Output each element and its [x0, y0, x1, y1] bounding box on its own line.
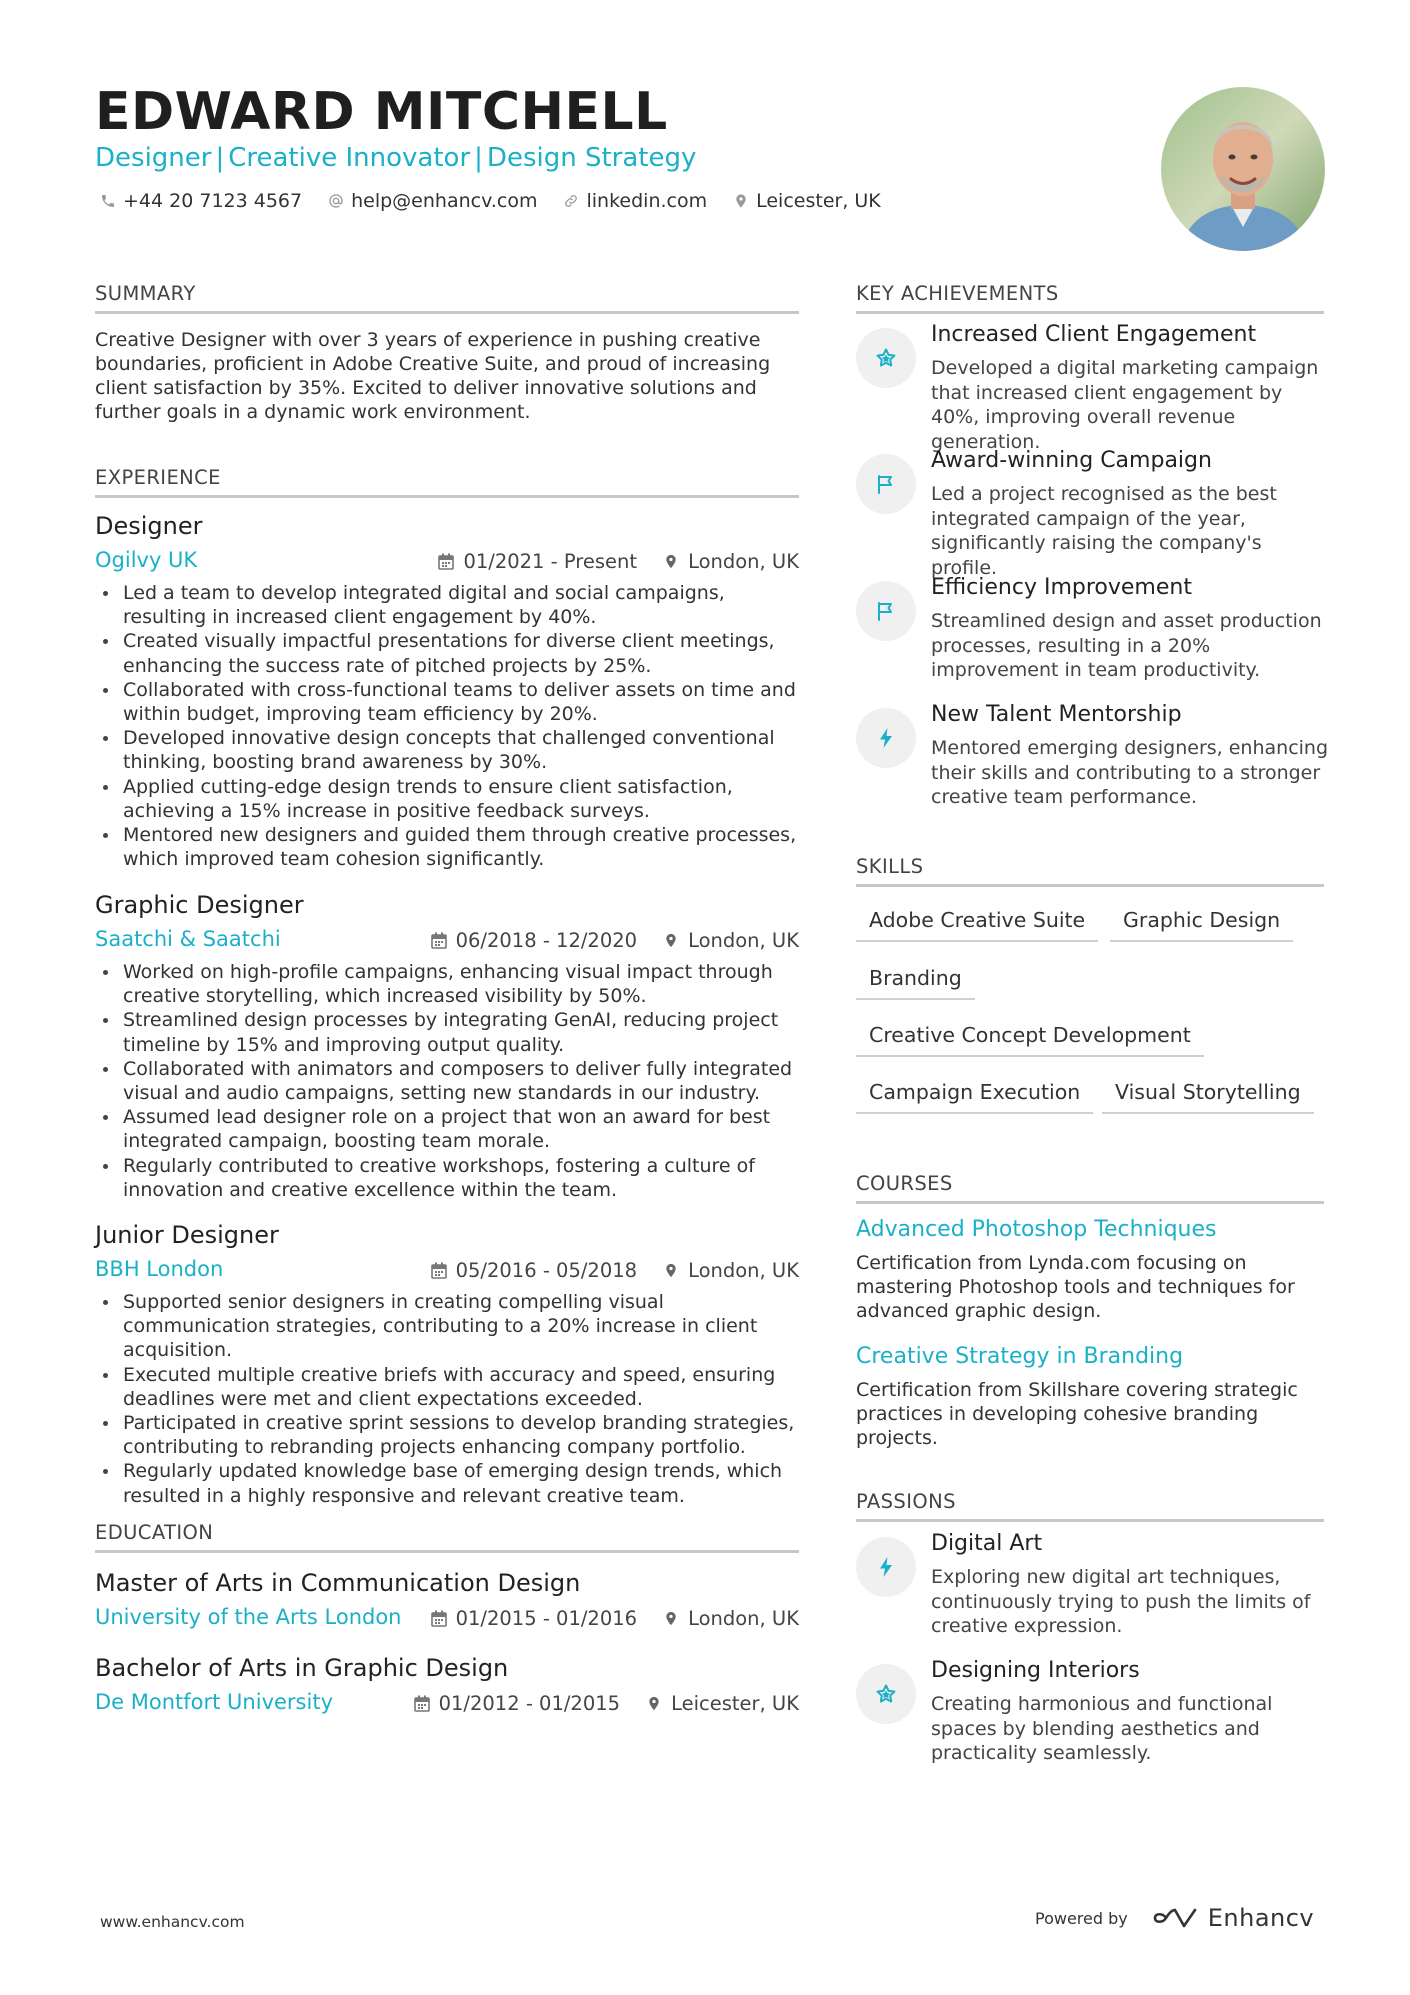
location-pin-icon: [733, 193, 749, 209]
list-item: Led a team to develop integrated digital and social campaigns, resulting in increased client engagement by 40%.: [95, 581, 805, 629]
bolt-icon: [874, 726, 898, 750]
location-text: London, UK: [688, 929, 799, 952]
linkedin-text: linkedin.com: [586, 190, 708, 212]
achievement-desc: Mentored emerging designers, enhancing their skills and contributing to a stronger creative team performance.: [931, 737, 1329, 808]
school-name: De Montfort University: [95, 1690, 333, 1714]
list-item: Worked on high-profile campaigns, enhancing visual impact through creative storytelling, which increased visibility by 50%.: [95, 960, 805, 1008]
passion-desc: Creating harmonious and functional spaces by blending aesthetics and practicality seamlessly.: [931, 1693, 1273, 1764]
contact-phone[interactable]: [100, 190, 302, 212]
job-dates: [438, 550, 637, 573]
course-title: Creative Strategy in Branding: [856, 1344, 1184, 1369]
title-part: Design Strategy: [486, 143, 697, 173]
education-location: [646, 1692, 799, 1715]
job-dates: [431, 1259, 637, 1282]
calendar-icon: [431, 1262, 447, 1279]
flag-icon: [874, 599, 898, 623]
company-name: BBH London: [95, 1257, 224, 1281]
profile-photo: [1161, 87, 1325, 251]
phone-text: +44 20 7123 4567: [123, 190, 303, 212]
summary-heading: SUMMARY: [95, 282, 799, 314]
flag-icon: [874, 472, 898, 496]
job-location: [663, 1259, 799, 1282]
company-name: Ogilvy UK: [95, 548, 198, 572]
achievement-desc: Developed a digital marketing campaign that increased client engagement by 40%, improving overall revenue generation.: [931, 357, 1319, 453]
at-icon: [328, 193, 344, 209]
location-pin-icon: [663, 932, 679, 949]
skill-tag: Creative Concept Development: [856, 1023, 1204, 1057]
achievement-title: Increased Client Engagement: [931, 322, 1257, 347]
education-heading: EDUCATION: [95, 1521, 799, 1553]
location-pin-icon: [663, 1262, 679, 1279]
achievement-desc: Led a project recognised as the best integrated campaign of the year, significantly raising the company's profile.: [931, 483, 1277, 579]
skill-tag: Branding: [856, 966, 975, 1000]
skill-tag: Visual Storytelling: [1102, 1080, 1314, 1114]
enhancv-logo[interactable]: [1152, 1904, 1314, 1932]
education-dates: [431, 1607, 637, 1630]
location-pin-icon: [646, 1695, 662, 1712]
job-bullets: [95, 960, 805, 1202]
education-dates: [414, 1692, 620, 1715]
location-text: Leicester, UK: [756, 190, 881, 212]
dates-text: 01/2012 - 01/2015: [438, 1692, 621, 1715]
list-item: Regularly contributed to creative workshops, fostering a culture of innovation and creative excellence within the team.: [95, 1154, 805, 1202]
course-desc: Certification from Skillshare covering strategic practices in developing cohesive branding projects.: [856, 1379, 1298, 1449]
job-location: [663, 550, 799, 573]
skill-tag: Campaign Execution: [856, 1080, 1093, 1114]
job-title: Graphic Designer: [95, 891, 304, 919]
location-text: Leicester, UK: [671, 1692, 799, 1715]
list-item: Applied cutting-edge design trends to ensure client satisfaction, achieving a 15% increase in positive feedback surveys.: [95, 775, 805, 823]
course-title: Advanced Photoshop Techniques: [856, 1217, 1217, 1242]
email-text: help@enhancv.com: [351, 190, 538, 212]
title-part: Creative Innovator: [228, 143, 471, 173]
achievements-heading: KEY ACHIEVEMENTS: [856, 282, 1324, 314]
job-dates: [431, 929, 637, 952]
link-icon: [563, 193, 579, 209]
title-separator: |: [474, 143, 483, 173]
education-meta: [431, 1607, 799, 1630]
phone-icon: [100, 193, 116, 209]
title-separator: |: [215, 143, 225, 173]
skills-heading: SKILLS: [856, 855, 1324, 887]
footer-branding: [1035, 1904, 1314, 1932]
job-title: Junior Designer: [95, 1221, 279, 1249]
contact-email[interactable]: [328, 190, 537, 212]
dates-text: 01/2021 - Present: [463, 550, 638, 573]
passion-title: Designing Interiors: [931, 1658, 1140, 1683]
brand-name: Enhancv: [1207, 1904, 1315, 1932]
job-bullets: [95, 1290, 805, 1508]
powered-by-label: Powered by: [1035, 1908, 1128, 1928]
summary-text: Creative Designer with over 3 years of experience in pushing creative boundaries, proficient in Adobe Creative Suite, and proud of increasing client satisfaction by 35%. Excited to deliver innovative solutions and further goals in a dynamic work environment.: [95, 329, 771, 423]
list-item: Regularly updated knowledge base of emerging design trends, which resulted in a highly responsive and relevant creative team.: [95, 1459, 805, 1507]
achievement-title: Efficiency Improvement: [931, 575, 1192, 600]
location-pin-icon: [663, 1610, 679, 1627]
contact-bar: [100, 190, 881, 212]
achievement-desc: Streamlined design and asset production processes, resulting in a 20% improvement in team productivity.: [931, 610, 1322, 681]
star-icon: [874, 1682, 898, 1706]
list-item: Developed innovative design concepts that challenged conventional thinking, boosting brand awareness by 30%.: [95, 726, 805, 774]
star-icon: [874, 346, 898, 370]
calendar-icon: [438, 553, 454, 570]
achievement-title: New Talent Mentorship: [931, 702, 1182, 727]
passion-desc: Exploring new digital art techniques, continuously trying to push the limits of creative expression.: [931, 1566, 1311, 1637]
job-meta: [431, 1259, 799, 1282]
job-title: Designer: [95, 512, 203, 540]
courses-heading: COURSES: [856, 1172, 1324, 1204]
location-text: London, UK: [688, 550, 799, 573]
skill-tag: Adobe Creative Suite: [856, 908, 1098, 942]
enhancv-logo-icon: [1152, 1906, 1198, 1930]
title-part: Designer: [95, 143, 212, 173]
list-item: Participated in creative sprint sessions to develop branding strategies, contributing to rebranding projects enhancing company portfolio.: [95, 1411, 805, 1459]
list-item: Collaborated with cross-functional teams to deliver assets on time and within budget, improving team efficiency by 20%.: [95, 678, 805, 726]
dates-text: 05/2016 - 05/2018: [455, 1259, 638, 1282]
job-meta: [438, 550, 799, 573]
list-item: Assumed lead designer role on a project that won an award for best integrated campaign, boosting team morale.: [95, 1105, 805, 1153]
company-name: Saatchi & Saatchi: [95, 927, 281, 951]
list-item: Mentored new designers and guided them through creative processes, which improved team cohesion significantly.: [95, 823, 805, 871]
candidate-title: [95, 143, 696, 173]
list-item: Created visually impactful presentations for diverse client meetings, enhancing the success rate of pitched projects by 25%.: [95, 629, 805, 677]
job-meta: [431, 929, 799, 952]
job-bullets: [95, 581, 805, 871]
calendar-icon: [414, 1695, 430, 1712]
degree-title: Master of Arts in Communication Design: [95, 1569, 581, 1597]
education-meta: [414, 1692, 799, 1715]
location-text: London, UK: [688, 1259, 799, 1282]
skill-tag: Graphic Design: [1110, 908, 1293, 942]
school-name: University of the Arts London: [95, 1605, 402, 1629]
list-item: Collaborated with animators and composers to deliver fully integrated visual and audio campaigns, setting new standards in our industry.: [95, 1057, 805, 1105]
location-pin-icon: [663, 553, 679, 570]
list-item: Streamlined design processes by integrating GenAI, reducing project timeline by 15% and improving output quality.: [95, 1008, 805, 1056]
bolt-icon: [874, 1555, 898, 1579]
passions-heading: PASSIONS: [856, 1490, 1324, 1522]
passion-title: Digital Art: [931, 1531, 1043, 1556]
job-location: [663, 929, 799, 952]
degree-title: Bachelor of Arts in Graphic Design: [95, 1654, 509, 1682]
calendar-icon: [431, 932, 447, 949]
location-text: London, UK: [688, 1607, 799, 1630]
experience-heading: EXPERIENCE: [95, 466, 799, 498]
dates-text: 01/2015 - 01/2016: [455, 1607, 638, 1630]
course-desc: Certification from Lynda.com focusing on mastering Photoshop tools and techniques for advanced graphic design.: [856, 1252, 1295, 1322]
candidate-name: EDWARD MITCHELL: [95, 82, 668, 142]
contact-linkedin[interactable]: [563, 190, 707, 212]
list-item: Executed multiple creative briefs with accuracy and speed, ensuring deadlines were met and client expectations exceeded.: [95, 1363, 805, 1411]
list-item: Supported senior designers in creating compelling visual communication strategies, contributing to a 20% increase in client acquisition.: [95, 1290, 805, 1363]
footer-website[interactable]: www.enhancv.com: [100, 1913, 245, 1931]
calendar-icon: [431, 1610, 447, 1627]
contact-location: [733, 190, 881, 212]
education-location: [663, 1607, 799, 1630]
achievement-title: Award-winning Campaign: [931, 448, 1212, 473]
dates-text: 06/2018 - 12/2020: [455, 929, 638, 952]
